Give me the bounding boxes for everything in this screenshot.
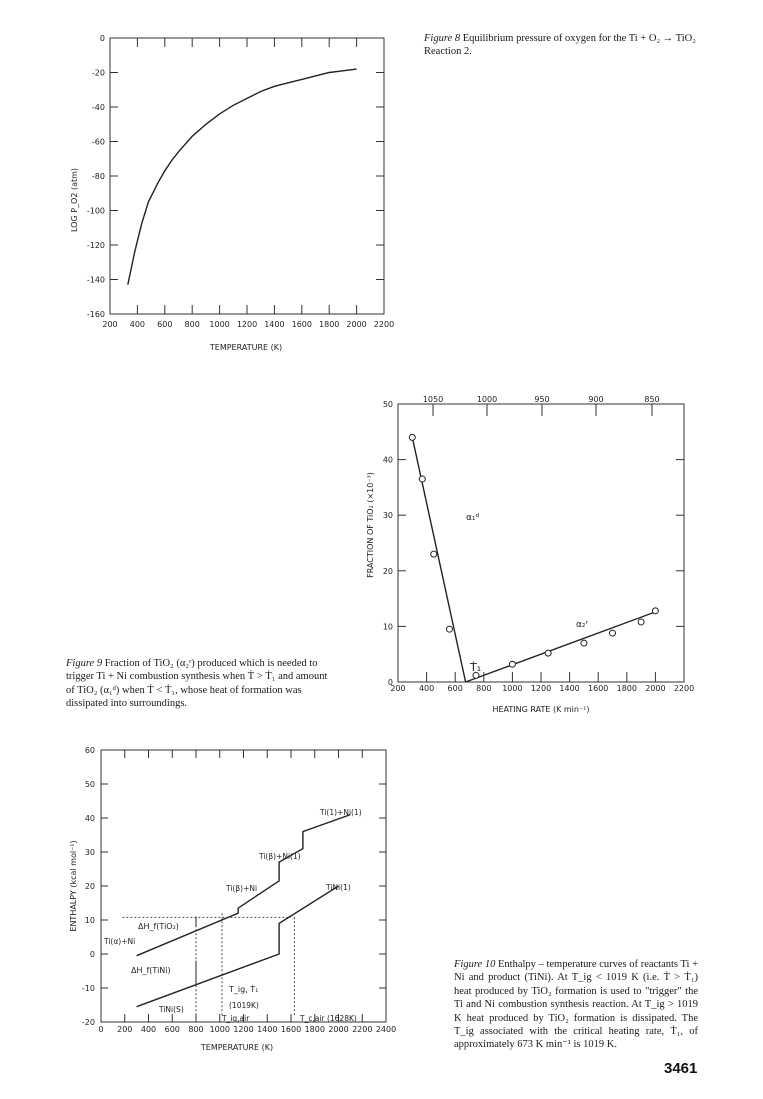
fig10-x-tick-label: 400 — [140, 1025, 157, 1034]
fig10-x-tick-label: 1800 — [304, 1025, 325, 1034]
fig9-y-tick-label: 0 — [387, 678, 393, 687]
fig8-x-tick-label: 1400 — [264, 320, 285, 329]
fig8-y-tick-label: -40 — [91, 103, 105, 112]
figure-8-caption-text: Equilibrium pressure of oxygen for the Ti + O₂ → TiO₂ Reaction 2. — [424, 33, 696, 58]
fig9-alpha1-label: α₁ᵈ — [466, 513, 480, 523]
fig10-y-tick-label: -10 — [81, 984, 95, 993]
fig10-annotation-tig_t1: T_ig, Ṫ₁ — [229, 985, 259, 994]
fig9-y-tick-label: 30 — [382, 511, 393, 521]
fig9-x-tick-label: 800 — [476, 684, 492, 693]
fig9-y-axis-label: FRACTION OF TiO₂ (×10⁻³) — [366, 472, 375, 578]
fig10-annotation-k1019: (1019K) — [229, 1001, 259, 1010]
fig9-x-tick-label: 1200 — [530, 684, 552, 693]
fig9-top-tick-label: 850 — [644, 395, 660, 404]
fig10-x-tick-label: 0 — [98, 1025, 104, 1034]
fig9-top-tick-label: 1000 — [476, 395, 498, 404]
fig9-y-tick-label: 10 — [382, 622, 393, 632]
fig10-y-tick-label: 60 — [84, 746, 95, 755]
figure-9-label: Figure 9 — [66, 658, 103, 669]
fig10-y-tick-label: 10 — [84, 916, 95, 925]
fig8-x-tick-label: 2200 — [373, 320, 395, 329]
fig8-y-tick-label: -80 — [91, 172, 105, 181]
fig10-x-tick-label: 1600 — [280, 1025, 302, 1034]
fig8-y-tick-label: -120 — [86, 241, 105, 250]
fig10-x-tick-label: 2200 — [352, 1025, 373, 1034]
fig8-x-axis-label: TEMPERATURE (K) — [209, 343, 283, 352]
fig10-annotation-tini_l: TiNi(1) — [326, 883, 351, 892]
fig10-x-tick-label: 600 — [164, 1025, 180, 1034]
fig10-y-tick-label: 40 — [84, 814, 95, 823]
fig10-x-tick-label: 1000 — [209, 1025, 230, 1034]
fig10-x-tick-label: 1200 — [233, 1025, 254, 1034]
fig8-y-tick-label: -140 — [86, 275, 105, 285]
fig10-x-tick-label: 200 — [117, 1025, 133, 1034]
fig8-x-tick-label: 1200 — [236, 320, 258, 329]
fig9-x-tick-label: 1600 — [588, 684, 609, 693]
fig10-x-tick-label: 800 — [188, 1025, 204, 1034]
fig8-x-tick-label: 800 — [184, 320, 200, 329]
fig10-annotation-tig_air: T_ig,air — [222, 1014, 250, 1023]
fig10-y-tick-label: 0 — [89, 950, 95, 959]
fig9-top-tick-label: 1050 — [422, 395, 444, 404]
fig8-y-tick-label: -100 — [86, 206, 105, 216]
figure-10-caption — [454, 958, 698, 1052]
fig10-annotation-tc_air: T_c,air (1628K) — [300, 1014, 357, 1023]
fig10-annotation-ti_l_ni_l: Ti(1)+Ni(1) — [320, 808, 362, 817]
fig10-y-tick-label: 20 — [84, 882, 95, 891]
fig8-x-tick-label: 2000 — [346, 320, 367, 329]
fig8-y-tick-label: -60 — [91, 137, 105, 147]
fig10-x-tick-label: 1400 — [257, 1025, 278, 1034]
fig9-y-tick-label: 20 — [382, 566, 393, 576]
page-number: 3461 — [664, 1060, 698, 1077]
fig9-x-tick-label: 400 — [418, 684, 435, 693]
fig9-x-tick-label: 1000 — [502, 684, 523, 693]
figure-8-label: Figure 8 — [424, 33, 461, 44]
fig10-y-tick-label: 30 — [84, 848, 95, 857]
fig10-annotation-dh_tio2: ΔH_f(TiO₂) — [138, 922, 179, 931]
fig10-annotation-ti_b_ni: Ti(β)+Ni — [226, 884, 258, 893]
fig10-x-tick-label: 2400 — [375, 1025, 397, 1034]
fig9-x-tick-label: 200 — [390, 684, 406, 693]
fig10-x-tick-label: 2000 — [328, 1025, 349, 1034]
figure-9-caption-text: Fraction of TiO₂ (α₂ʳ) produced which is needed to trigger Ti + Ni combustion synthesis when Ṫ > Ṫ₁ and amount of TiO₂ (α₁ᵈ) when Ṫ < Ṫ₁, whose heat of formation was dissipated into surroundings. — [66, 658, 328, 710]
fig9-x-tick-label: 2200 — [673, 684, 695, 693]
fig9-x-tick-label: 1400 — [559, 684, 580, 693]
fig9-t1-label: Ṫ₁ — [470, 661, 482, 674]
fig8-y-axis-label: LOG P_O2 (atm) — [70, 167, 79, 233]
figure-10-label: Figure 10 — [454, 959, 496, 970]
fig9-y-tick-label: 50 — [382, 400, 393, 409]
fig10-y-axis-label: ENTHALPY (kcal mol⁻¹) — [69, 840, 78, 932]
fig9-x-tick-label: 2000 — [645, 684, 666, 693]
fig9-alpha2-label: α₂ʳ — [576, 620, 588, 630]
fig8-x-tick-label: 400 — [129, 320, 146, 329]
fig10-annotation-ti_b_ni_l: Ti(β)+Ni(1) — [259, 852, 301, 861]
fig9-y-tick-label: 40 — [382, 455, 393, 465]
fig9-x-tick-label: 600 — [447, 684, 463, 693]
fig10-annotation-tini_s: TiNi(S) — [159, 1005, 184, 1014]
fig8-x-tick-label: 1800 — [319, 320, 340, 329]
fig8-x-tick-label: 200 — [102, 320, 118, 329]
fig8-y-tick-label: 0 — [99, 34, 105, 43]
fig10-annotation-ti_a_ni: Ti(α)+Ni — [104, 937, 136, 946]
fig8-x-tick-label: 1600 — [291, 320, 312, 329]
fig10-y-tick-label: -20 — [81, 1018, 95, 1027]
fig9-x-tick-label: 1800 — [616, 684, 637, 693]
fig8-y-tick-label: -20 — [91, 68, 105, 78]
fig10-x-axis-label: TEMPERATURE (K) — [200, 1043, 274, 1052]
fig9-top-tick-label: 900 — [588, 395, 604, 404]
figure-10-caption-text: Enthalpy – temperature curves of reactants Ti + Ni and product (TiNi). At T_ig < 1019 K (i.e. Ṫ > Ṫ₁) heat produced by TiO₂ formation is used to "trigger" the Ti and Ni combustion synthesis reaction. At T_ig > 1019 K heat produced by TiO₂ formation is dissipated. The T_ig associated with the critical heating rate, Ṫ₁, of approximately 673 K min⁻¹ is 1019 K. — [454, 959, 698, 1051]
fig10-y-tick-label: 50 — [84, 780, 95, 789]
fig9-top-tick-label: 950 — [534, 395, 550, 404]
fig10-annotation-dh_tini: ΔH_f(TiNi) — [131, 966, 171, 975]
fig8-x-tick-label: 600 — [157, 320, 173, 329]
fig9-x-axis-label: HEATING RATE (K min⁻¹) — [492, 705, 590, 714]
fig8-y-tick-label: -160 — [86, 310, 105, 319]
fig8-x-tick-label: 1000 — [209, 320, 230, 329]
